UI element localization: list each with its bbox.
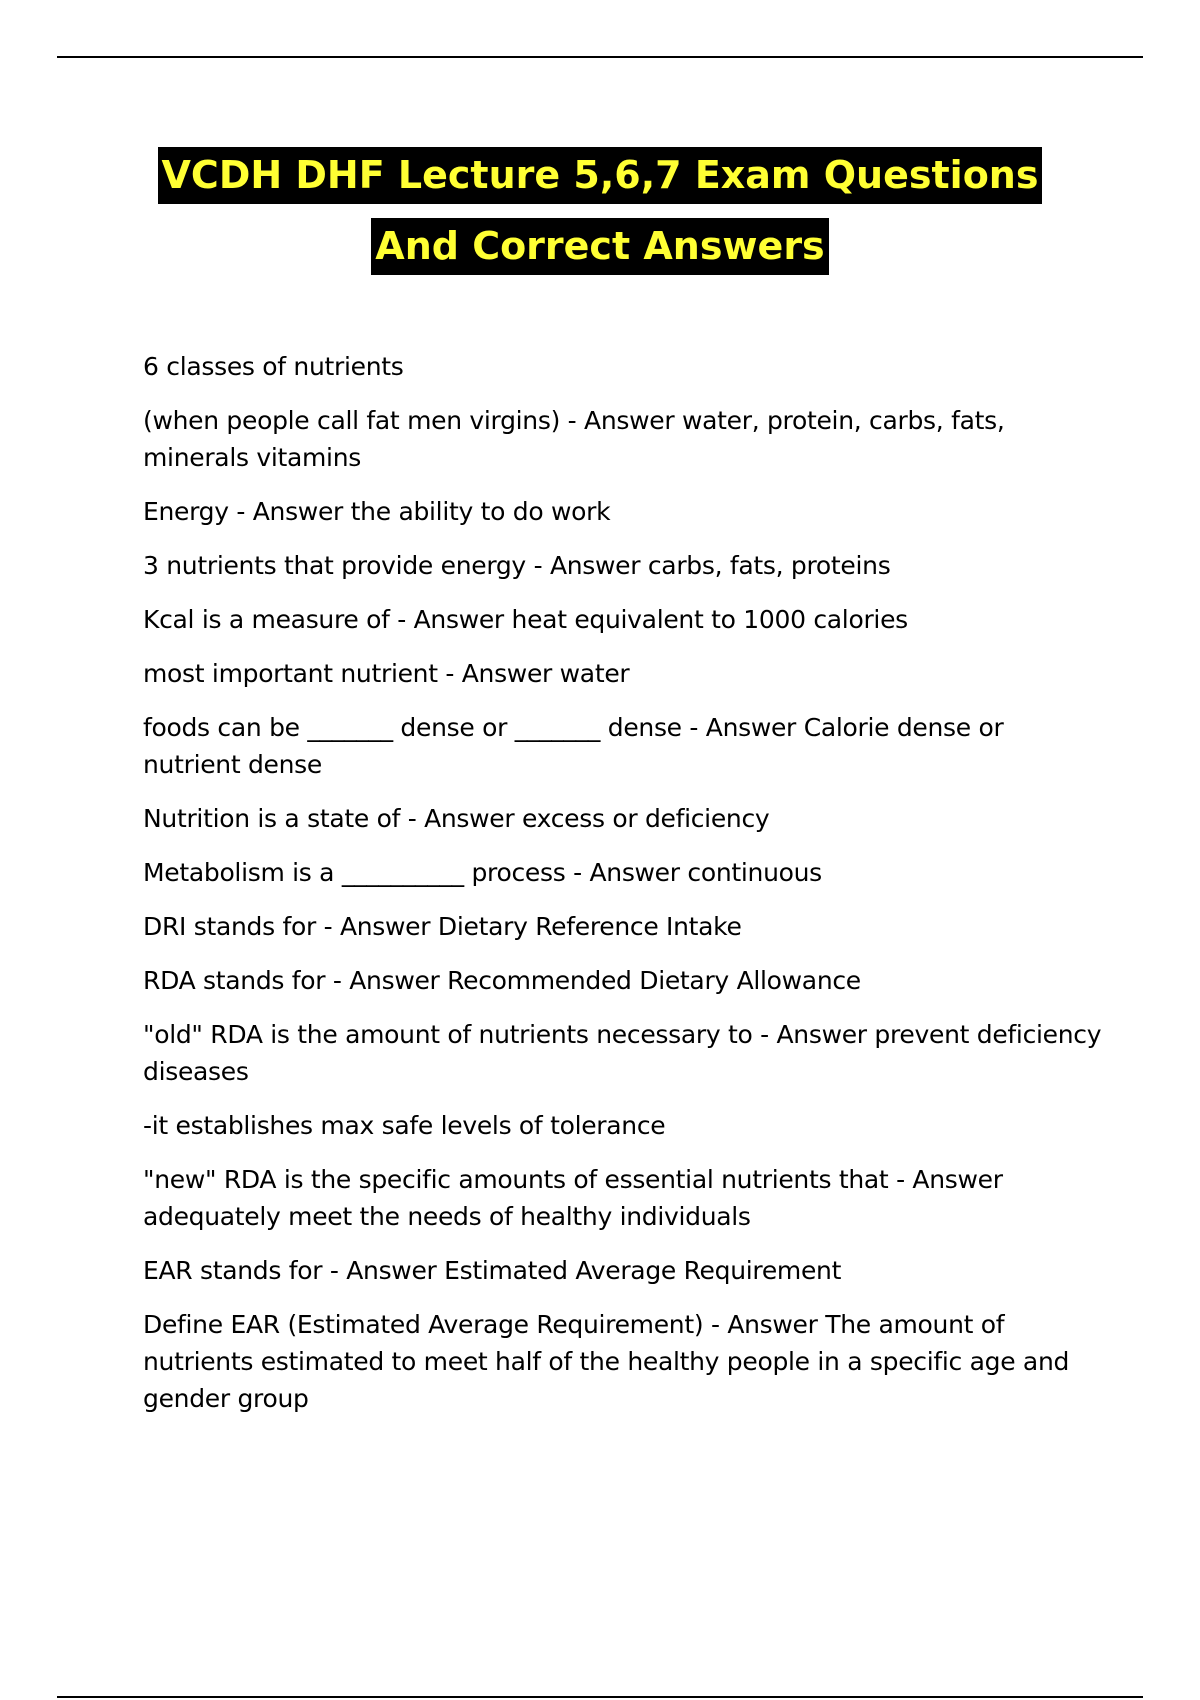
qa-item-15: EAR stands for - Answer Estimated Average Requirement	[143, 1256, 842, 1285]
qa-item-2: (when people call fat men virgins) - Answer water, protein, carbs, fats, minerals vitamins	[143, 406, 1005, 472]
qa-item-12: "old" RDA is the amount of nutrients necessary to - Answer prevent deficiency diseases	[143, 1020, 1102, 1086]
qa-item-8: Nutrition is a state of - Answer excess or deficiency	[143, 804, 770, 833]
qa-list	[143, 348, 1103, 1434]
title-line-2: And Correct Answers	[371, 218, 828, 275]
qa-item-6: most important nutrient - Answer water	[143, 659, 630, 688]
qa-item-10: DRI stands for - Answer Dietary Reference Intake	[143, 912, 742, 941]
qa-item-7: foods can be _______ dense or _______ dense - Answer Calorie dense or nutrient dense	[143, 713, 1004, 779]
qa-item-14: "new" RDA is the specific amounts of essential nutrients that - Answer adequately meet the needs of healthy individuals	[143, 1165, 1003, 1231]
qa-item-16: Define EAR (Estimated Average Requirement) - Answer The amount of nutrients estimated to meet half of the healthy people in a specific age and gender group	[143, 1310, 1070, 1413]
qa-item-3: Energy - Answer the ability to do work	[143, 497, 611, 526]
top-rule	[57, 56, 1143, 58]
qa-item-11: RDA stands for - Answer Recommended Dietary Allowance	[143, 966, 861, 995]
qa-item-4: 3 nutrients that provide energy - Answer carbs, fats, proteins	[143, 551, 891, 580]
qa-item-9: Metabolism is a __________ process - Answer continuous	[143, 858, 822, 887]
qa-item-13: -it establishes max safe levels of tolerance	[143, 1111, 666, 1140]
title-line-1: VCDH DHF Lecture 5,6,7 Exam Questions	[158, 147, 1043, 204]
bottom-rule	[57, 1696, 1143, 1698]
document-title	[0, 142, 1200, 284]
qa-item-1: 6 classes of nutrients	[143, 352, 404, 381]
qa-item-5: Kcal is a measure of - Answer heat equivalent to 1000 calories	[143, 605, 908, 634]
